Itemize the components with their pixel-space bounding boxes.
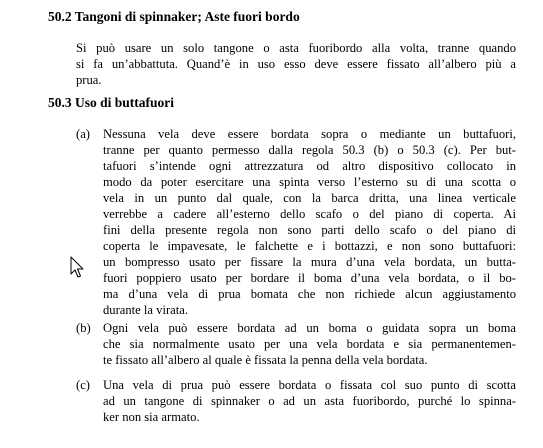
item-line: fini della presente regola non sono parti dello scafo o del piano di [103, 223, 516, 237]
item-line: che sia normalmente usato per una vela bordata e sia permanentemen- [103, 337, 516, 351]
item-marker: (a) [76, 127, 90, 141]
item-line: verrebbe a cadere all’esterno dello scafo o del piano di coperta. Ai [103, 207, 516, 221]
section-heading-50-3: 50.3 Uso di buttafuori [48, 95, 175, 110]
paragraph-line: Si può usare un solo tangone o asta fuoribordo alla volta, tranne quando [76, 41, 516, 55]
rule-item-a [76, 126, 516, 318]
item-marker: (c) [76, 378, 90, 392]
item-line: coperta le impavesate, le falchette e i bottazzi, e non sono buttafuori: [103, 239, 516, 253]
item-line: durante la virata. [103, 303, 188, 317]
mouse-pointer-arrow-icon [70, 256, 84, 278]
rule-item-b [76, 320, 516, 368]
item-line: Nessuna vela deve essere bordata sopra o mediante un buttafuori, [103, 127, 516, 141]
item-line: ker non sia armato. [103, 410, 200, 424]
item-text [103, 377, 516, 425]
item-line: modo da poter esercitare una spinta verso l’esterno su di una scotta o [103, 175, 516, 189]
item-line: Una vela di prua può essere bordata o fissata col suo punto di scotta [103, 378, 516, 392]
item-line: tafuori s’intende ogni attrezzatura od altro dispositivo collocato in [103, 159, 516, 173]
item-line: un bompresso usato per fissare la mura d’una vela bordata, un butta- [103, 255, 516, 269]
section-heading-50-2: 50.2 Tangoni di spinnaker; Aste fuori bordo [48, 9, 300, 24]
item-line: tranne per quanto permesso dalla regola 50.3 (b) o 50.3 (c). Per but- [103, 143, 516, 157]
item-line: fuori poppiero usato per bordare il boma d’una vela bordata, o il bo- [103, 271, 516, 285]
item-line: ad un tangone di spinnaker o ad un asta fuoribordo, purché lo spinna- [103, 394, 516, 408]
paragraph-line: prua. [76, 73, 102, 87]
rule-item-c [76, 377, 516, 425]
item-text [103, 320, 516, 368]
item-marker: (b) [76, 321, 91, 335]
paragraph-line: si fa un’abbattuta. Quand’è in uso esso deve essere fissato all’albero più a [76, 57, 516, 71]
section-paragraph-50-2 [76, 40, 516, 88]
item-line: te fissato all’albero al quale è fissata la penna della vela bordata. [103, 353, 428, 367]
item-line: ma d’una vela di prua bomata che non richiede alcun aggiustamento [103, 287, 516, 301]
item-line: vela in un punto dal quale, con la barca dritta, una linea verticale [103, 191, 516, 205]
item-line: Ogni vela può essere bordata ad un boma o guidata sopra un boma [103, 321, 516, 335]
item-text [103, 126, 516, 318]
